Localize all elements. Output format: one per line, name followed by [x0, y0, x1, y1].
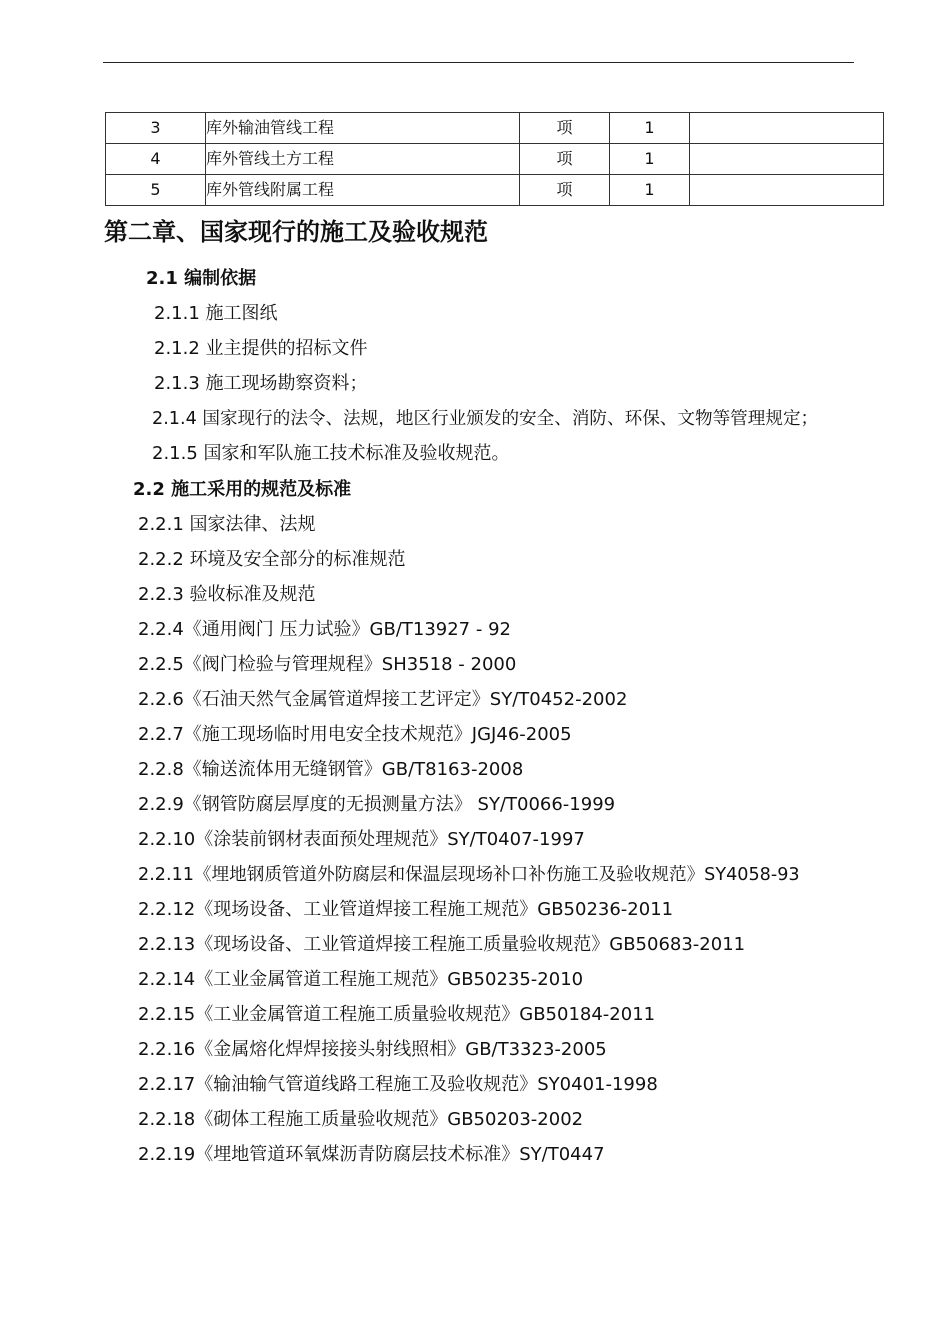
list-item: 2.2.4《通用阀门 压力试验》GB/T13927 - 92: [138, 619, 511, 640]
list-item: 2.2.16《金属熔化焊焊接接头射线照相》GB/T3323-2005: [138, 1039, 607, 1060]
row-remark: [690, 175, 884, 206]
list-item: 2.2.18《砌体工程施工质量验收规范》GB50203-2002: [138, 1109, 584, 1130]
list-item: 2.2.15《工业金属管道工程施工质量验收规范》GB50184-2011: [138, 1004, 656, 1025]
list-item: 2.2.1 国家法律、法规: [138, 514, 316, 535]
list-item: 2.2.19《埋地管道环氧煤沥青防腐层技术标准》SY/T0447: [138, 1144, 605, 1165]
list-item: 2.2.17《输油输气管道线路工程施工及验收规范》SY0401-1998: [138, 1074, 658, 1095]
header-rule: [103, 62, 854, 63]
table-row: [106, 144, 884, 175]
row-name: 库外管线附属工程: [206, 175, 520, 206]
row-name: 库外输油管线工程: [206, 113, 520, 144]
list-item: 2.2.14《工业金属管道工程施工规范》GB50235-2010: [138, 969, 584, 990]
list-item: 2.2.7《施工现场临时用电安全技术规范》JGJ46-2005: [138, 724, 572, 745]
list-item: 2.1.4 国家现行的法令、法规，地区行业颁发的安全、消防、环保、文物等管理规定；: [152, 409, 819, 429]
row-number: 3: [106, 113, 206, 144]
list-item: 2.2.8《输送流体用无缝钢管》GB/T8163-2008: [138, 759, 524, 780]
list-item: 2.2.13《现场设备、工业管道焊接工程施工质量验收规范》GB50683-2011: [138, 934, 746, 955]
section-2-2-title: 2.2 施工采用的规范及标准: [133, 479, 352, 500]
row-quantity: 1: [610, 144, 690, 175]
row-number: 4: [106, 144, 206, 175]
list-item: 2.1.2 业主提供的招标文件: [154, 338, 368, 359]
row-unit: 项: [520, 175, 610, 206]
row-quantity: 1: [610, 175, 690, 206]
list-item: 2.2.6《石油天然气金属管道焊接工艺评定》SY/T0452-2002: [138, 689, 628, 710]
project-items-table: [105, 112, 884, 206]
row-number: 5: [106, 175, 206, 206]
row-remark: [690, 113, 884, 144]
row-unit: 项: [520, 113, 610, 144]
list-item: 2.2.5《阀门检验与管理规程》SH3518 - 2000: [138, 654, 517, 675]
section-2-1-title: 2.1 编制依据: [146, 268, 257, 289]
row-remark: [690, 144, 884, 175]
list-item: 2.1.5 国家和军队施工技术标准及验收规范。: [152, 443, 510, 464]
row-unit: 项: [520, 144, 610, 175]
list-item: 2.1.1 施工图纸: [154, 303, 278, 324]
chapter-title: 第二章、国家现行的施工及验收规范: [104, 218, 488, 246]
table-row: [106, 113, 884, 144]
table-row: [106, 175, 884, 206]
list-item: 2.2.3 验收标准及规范: [138, 584, 316, 605]
list-item: 2.2.9《钢管防腐层厚度的无损测量方法》 SY/T0066-1999: [138, 794, 616, 815]
list-item: 2.2.2 环境及安全部分的标准规范: [138, 549, 406, 570]
list-item: 2.2.12《现场设备、工业管道焊接工程施工规范》GB50236-2011: [138, 899, 674, 920]
list-item: 2.2.11《埋地钢质管道外防腐层和保温层现场补口补伤施工及验收规范》SY4058-93: [138, 865, 800, 885]
list-item: 2.2.10《涂装前钢材表面预处理规范》SY/T0407-1997: [138, 829, 585, 850]
row-quantity: 1: [610, 113, 690, 144]
list-item: 2.1.3 施工现场勘察资料；: [154, 373, 368, 394]
row-name: 库外管线土方工程: [206, 144, 520, 175]
